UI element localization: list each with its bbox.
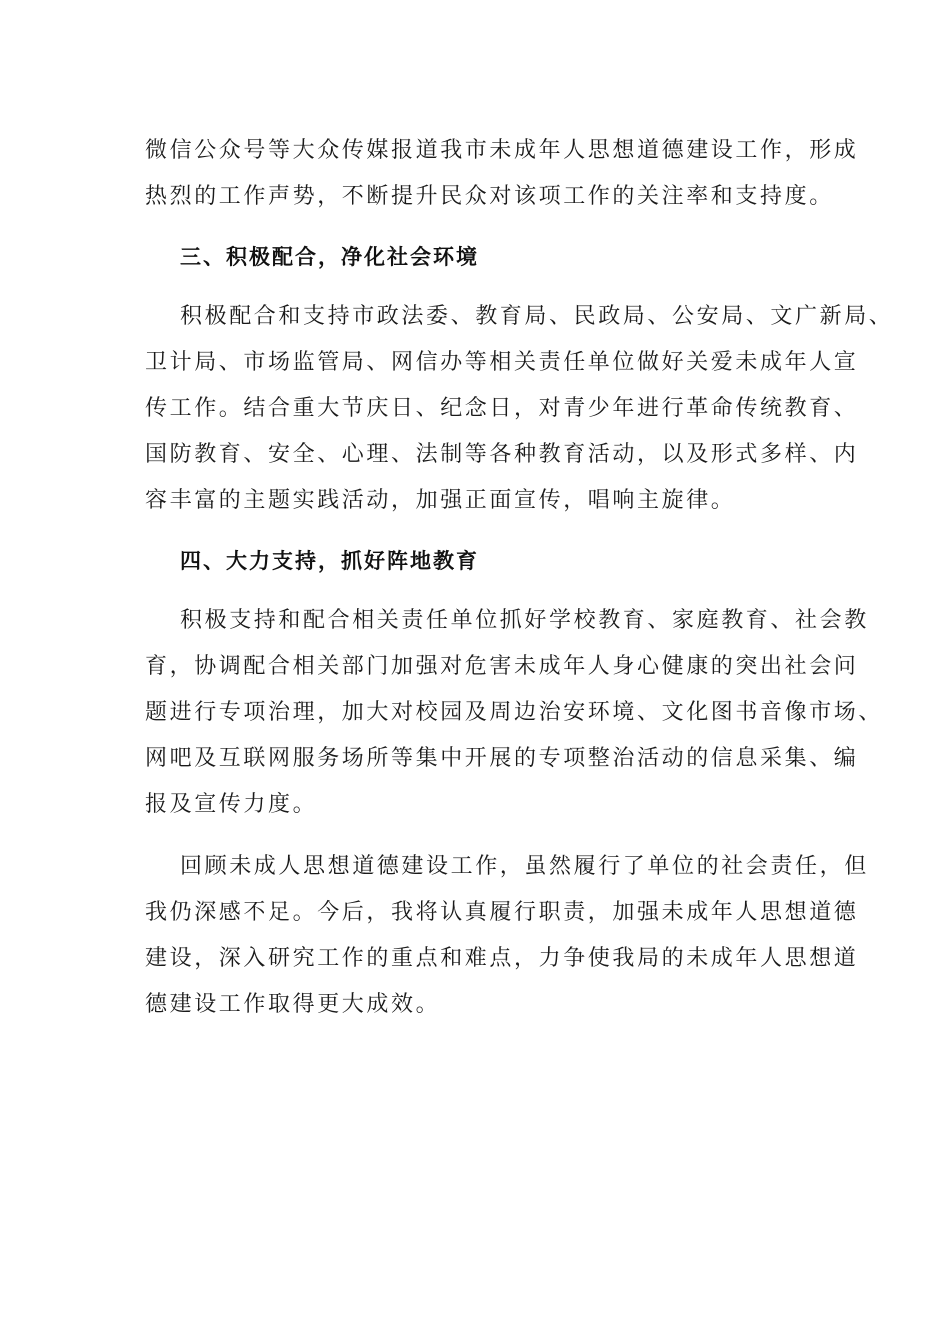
text-line: 题进行专项治理，加大对校园及周边治安环境、文化图书音像市场、 xyxy=(145,700,884,725)
text-line: 积极配合和支持市政法委、教育局、民政局、公安局、文广新局、 xyxy=(180,304,894,329)
text-line: 网吧及互联网服务场所等集中开展的专项整治活动的信息采集、编 xyxy=(145,746,859,771)
paragraph-cooperation xyxy=(145,294,894,524)
text-line: 卫计局、市场监管局、网信办等相关责任单位做好关爱未成年人宣 xyxy=(145,350,859,375)
text-line: 传工作。结合重大节庆日、纪念日，对青少年进行革命传统教育、 xyxy=(145,396,859,421)
section-heading-3: 三、积极配合，净化社会环境 xyxy=(180,245,479,269)
text-line: 微信公众号等大众传媒报道我市未成年人思想道德建设工作，形成 xyxy=(145,138,859,163)
paragraph-continuation xyxy=(145,128,859,220)
text-line: 我仍深感不足。今后，我将认真履行职责，加强未成年人思想道德 xyxy=(145,900,859,925)
text-line: 育，协调配合相关部门加强对危害未成年人身心健康的突出社会问 xyxy=(145,654,859,679)
section-heading-4: 四、大力支持，抓好阵地教育 xyxy=(180,549,479,573)
text-line: 容丰富的主题实践活动，加强正面宣传，唱响主旋律。 xyxy=(145,488,736,513)
text-line: 积极支持和配合相关责任单位抓好学校教育、家庭教育、社会教 xyxy=(180,608,869,633)
text-line: 国防教育、安全、心理、法制等各种教育活动，以及形式多样、内 xyxy=(145,442,859,467)
text-line: 热烈的工作声势，不断提升民众对该项工作的关注率和支持度。 xyxy=(145,184,834,209)
text-line: 报及宣传力度。 xyxy=(145,792,318,817)
document-body xyxy=(145,128,894,1028)
text-line: 德建设工作取得更大成效。 xyxy=(145,992,441,1017)
paragraph-support xyxy=(145,598,884,828)
text-line: 建设，深入研究工作的重点和难点，力争使我局的未成年人思想道 xyxy=(145,946,859,971)
paragraph-review xyxy=(145,844,869,1028)
text-line: 回顾未成人思想道德建设工作，虽然履行了单位的社会责任，但 xyxy=(180,854,869,879)
